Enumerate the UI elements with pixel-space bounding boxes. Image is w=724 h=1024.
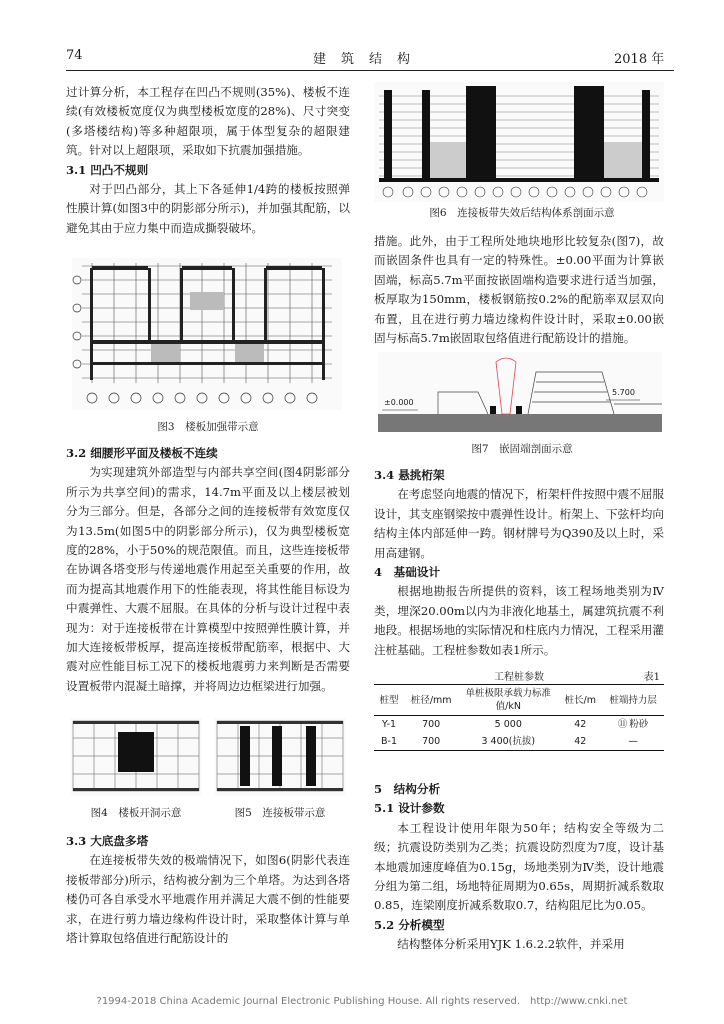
page-number: 74 [66, 48, 83, 63]
header-rule [66, 70, 674, 71]
section-3-4-title: 3.4 悬挑桁架 [374, 468, 445, 482]
figure-5-drawing [214, 718, 346, 796]
figure-5-caption: 图5 连接板带示意 [234, 807, 326, 819]
figure-4-slab-openings [70, 718, 202, 796]
table-header-row [374, 685, 664, 716]
section-3-2-text: 为实现建筑外部造型与内部共享空间(图4阴影部分所示为共享空间)的需求，14.7m平面及以上楼层被划分为三部分。但是，各部分之间的连接板带有效宽度仅为13.5m(如图5中的阴影部分所示)，仅为典型楼板宽度的28%，小于50%的规范限值。而且，这些连接板带在协调各塔变形与传递地震作用起至关重要的作用，故而为提高其地震作用下的性能表现，将其性能目标设为中震弹性、大震不屈服。在具体的分析与设计过程中表现为：对于连接板带在计算模型中按照弹性膜计算，并加大连接板带板厚，提高连接板带配筋率，根据中、大震对应性能目标工况下的楼板地震剪力来判断是否需要设置板带内混凝土暗撑，并将周边边框梁进行加强。 [66, 465, 350, 693]
table-cell: 700 [422, 719, 441, 730]
table-cell: — [602, 733, 664, 751]
section-5-title: 5 结构分析 [374, 782, 441, 796]
table-cell: 3 400(抗拔) [458, 733, 558, 751]
table-1-heading [374, 668, 664, 682]
table-header: 桩径/mm [404, 685, 458, 716]
table-cell: 700 [404, 733, 458, 751]
right-column-middle [374, 466, 664, 660]
copyright-footer: ?1994-2018 China Academic Journal Electronic Publishing House. All rights reserved. http://www.cnki.net [96, 996, 628, 1007]
section-4-title: 4 基础设计 [374, 565, 441, 580]
figure-4-caption: 图4 楼板开洞示意 [90, 807, 182, 819]
left-column-bottom [66, 832, 350, 948]
section-3-1-text: 对于凹凸部分，其上下各延伸1/4跨的楼板按照弹性膜计算(如图3中的阴影部分所示)，并加强其配筋，以避免其由于应力集中而造成撕裂破坏。 [66, 182, 350, 235]
figure-4-drawing [70, 718, 202, 796]
table-row [374, 733, 664, 751]
table-1-title: 工程桩参数 [494, 672, 544, 683]
figure-3-floor-plan [72, 258, 342, 410]
table-header: 桩型 [374, 685, 404, 716]
section-5-2-text: 结构整体分析采用YJK 1.6.2.2软件，并采用 [397, 937, 625, 952]
intro-paragraph: 过计算分析，本工程存在凹凸不规则(35%)、楼板不连续(有效楼板宽度仅为典型楼板宽度的28%)、尺寸突变(多塔楼结构)等多种超限项，属于体型复杂的超限建筑。针对以上超限项，采取如下抗震加强措施。 [66, 85, 350, 158]
section-5-1-title: 5.1 设计参数 [374, 801, 445, 816]
section-3-3-text: 在连接板带失效的极端情况下，如图6(阴影代表连接板带部分)所示，结构被分割为三个单塔。为达到各塔楼仍可各自承受水平地震作用并满足大震不倒的性能要求，在进行剪力墙边缘构件设计时，采取整体计算与单塔计算取包络值进行配筋设计的 [66, 853, 350, 946]
pile-parameters-table [374, 684, 664, 751]
section-5-2-title: 5.2 分析模型 [374, 917, 445, 932]
right-column-top [374, 232, 664, 348]
section-3-1-title: 3.1 凹凸不规则 [66, 162, 149, 177]
figure-7-embedment-section [378, 352, 662, 432]
table-1-label: 表1 [643, 672, 660, 683]
table-header: 单桩极限承载力标准值/kN [458, 685, 558, 716]
figure-7-caption: 图7 嵌固端剖面示意 [471, 443, 573, 455]
table-cell: ⑪ 粉砂 [617, 719, 649, 730]
section-3-3-title: 3.3 大底盘多塔 [66, 834, 149, 848]
right-column-bottom [374, 780, 664, 955]
left-column-top [66, 83, 350, 238]
figure-6-drawing [374, 82, 664, 202]
figure-3-caption: 图3 楼板加强带示意 [157, 421, 259, 433]
section-3-4-text: 在考虑竖向地震的情况下，桁架杆件按照中震不屈服设计，其支座钢梁按中震弹性设计。桁架上、下弦杆均向结构主体内部延伸一跨。钢材牌号为Q390及以上时，采用高建钢。 [374, 487, 664, 560]
figure-6-section [374, 82, 664, 202]
table-cell: 5 000 [494, 719, 522, 730]
table-cell: Y-1 [381, 719, 397, 730]
figure-7-label-5700: 5.700 [612, 388, 635, 397]
table-cell: 42 [558, 733, 602, 751]
section-4-text: 根据地勘报告所提供的资料，该工程场地类别为Ⅳ类，埋深20.00m以内为非液化地基土，属建筑抗震不利地段。根据场地的实际情况和柱底内力情况，工程采用灌注桩基础。工程桩参数如表1所示。 [374, 584, 664, 657]
figure-3-drawing [72, 258, 342, 410]
figure-6-caption: 图6 连接板带失效后结构体系剖面示意 [429, 207, 615, 219]
left-column-middle [66, 444, 350, 696]
section-5-1-text: 本工程设计使用年限为50年；结构安全等级为二级；抗震设防类别为乙类；抗震设防烈度为7度，设计基本地震加速度峰值为0.15g，场地类别为Ⅳ类，设计地震分组为第二组，场地特征周期为0.65s，周期折减系数取0.85，连梁刚度折减系数取0.7，结构阻尼比为0.05。 [374, 820, 664, 913]
figure-5-connecting-strips [214, 718, 346, 796]
table-header: 桩长/m [558, 685, 602, 716]
journal-year: 2018 年 [614, 52, 665, 67]
table-header: 桩端持力层 [602, 685, 664, 716]
table-cell: B-1 [374, 733, 404, 751]
table-row [374, 716, 664, 734]
figure-7-label-zero: ±0.000 [384, 398, 414, 407]
measures-paragraph: 措施。此外，由于工程所处地块地形比较复杂(图7)，故而嵌固条件也具有一定的特殊性。±0.00平面为计算嵌固端，标高5.7m平面按嵌固端构造要求进行适当加强，板厚取为150mm，楼板钢筋按0.2%的配筋率双层双向布置，且在进行剪力墙边缘构件设计时，采取±0.00嵌固与标高5.7m嵌固取包络值进行配筋设计的措施。 [374, 234, 664, 346]
table-cell: 42 [574, 719, 587, 730]
journal-title: 建 筑 结 构 [312, 52, 411, 67]
section-3-2-title: 3.2 细腰形平面及楼板不连续 [66, 446, 218, 460]
